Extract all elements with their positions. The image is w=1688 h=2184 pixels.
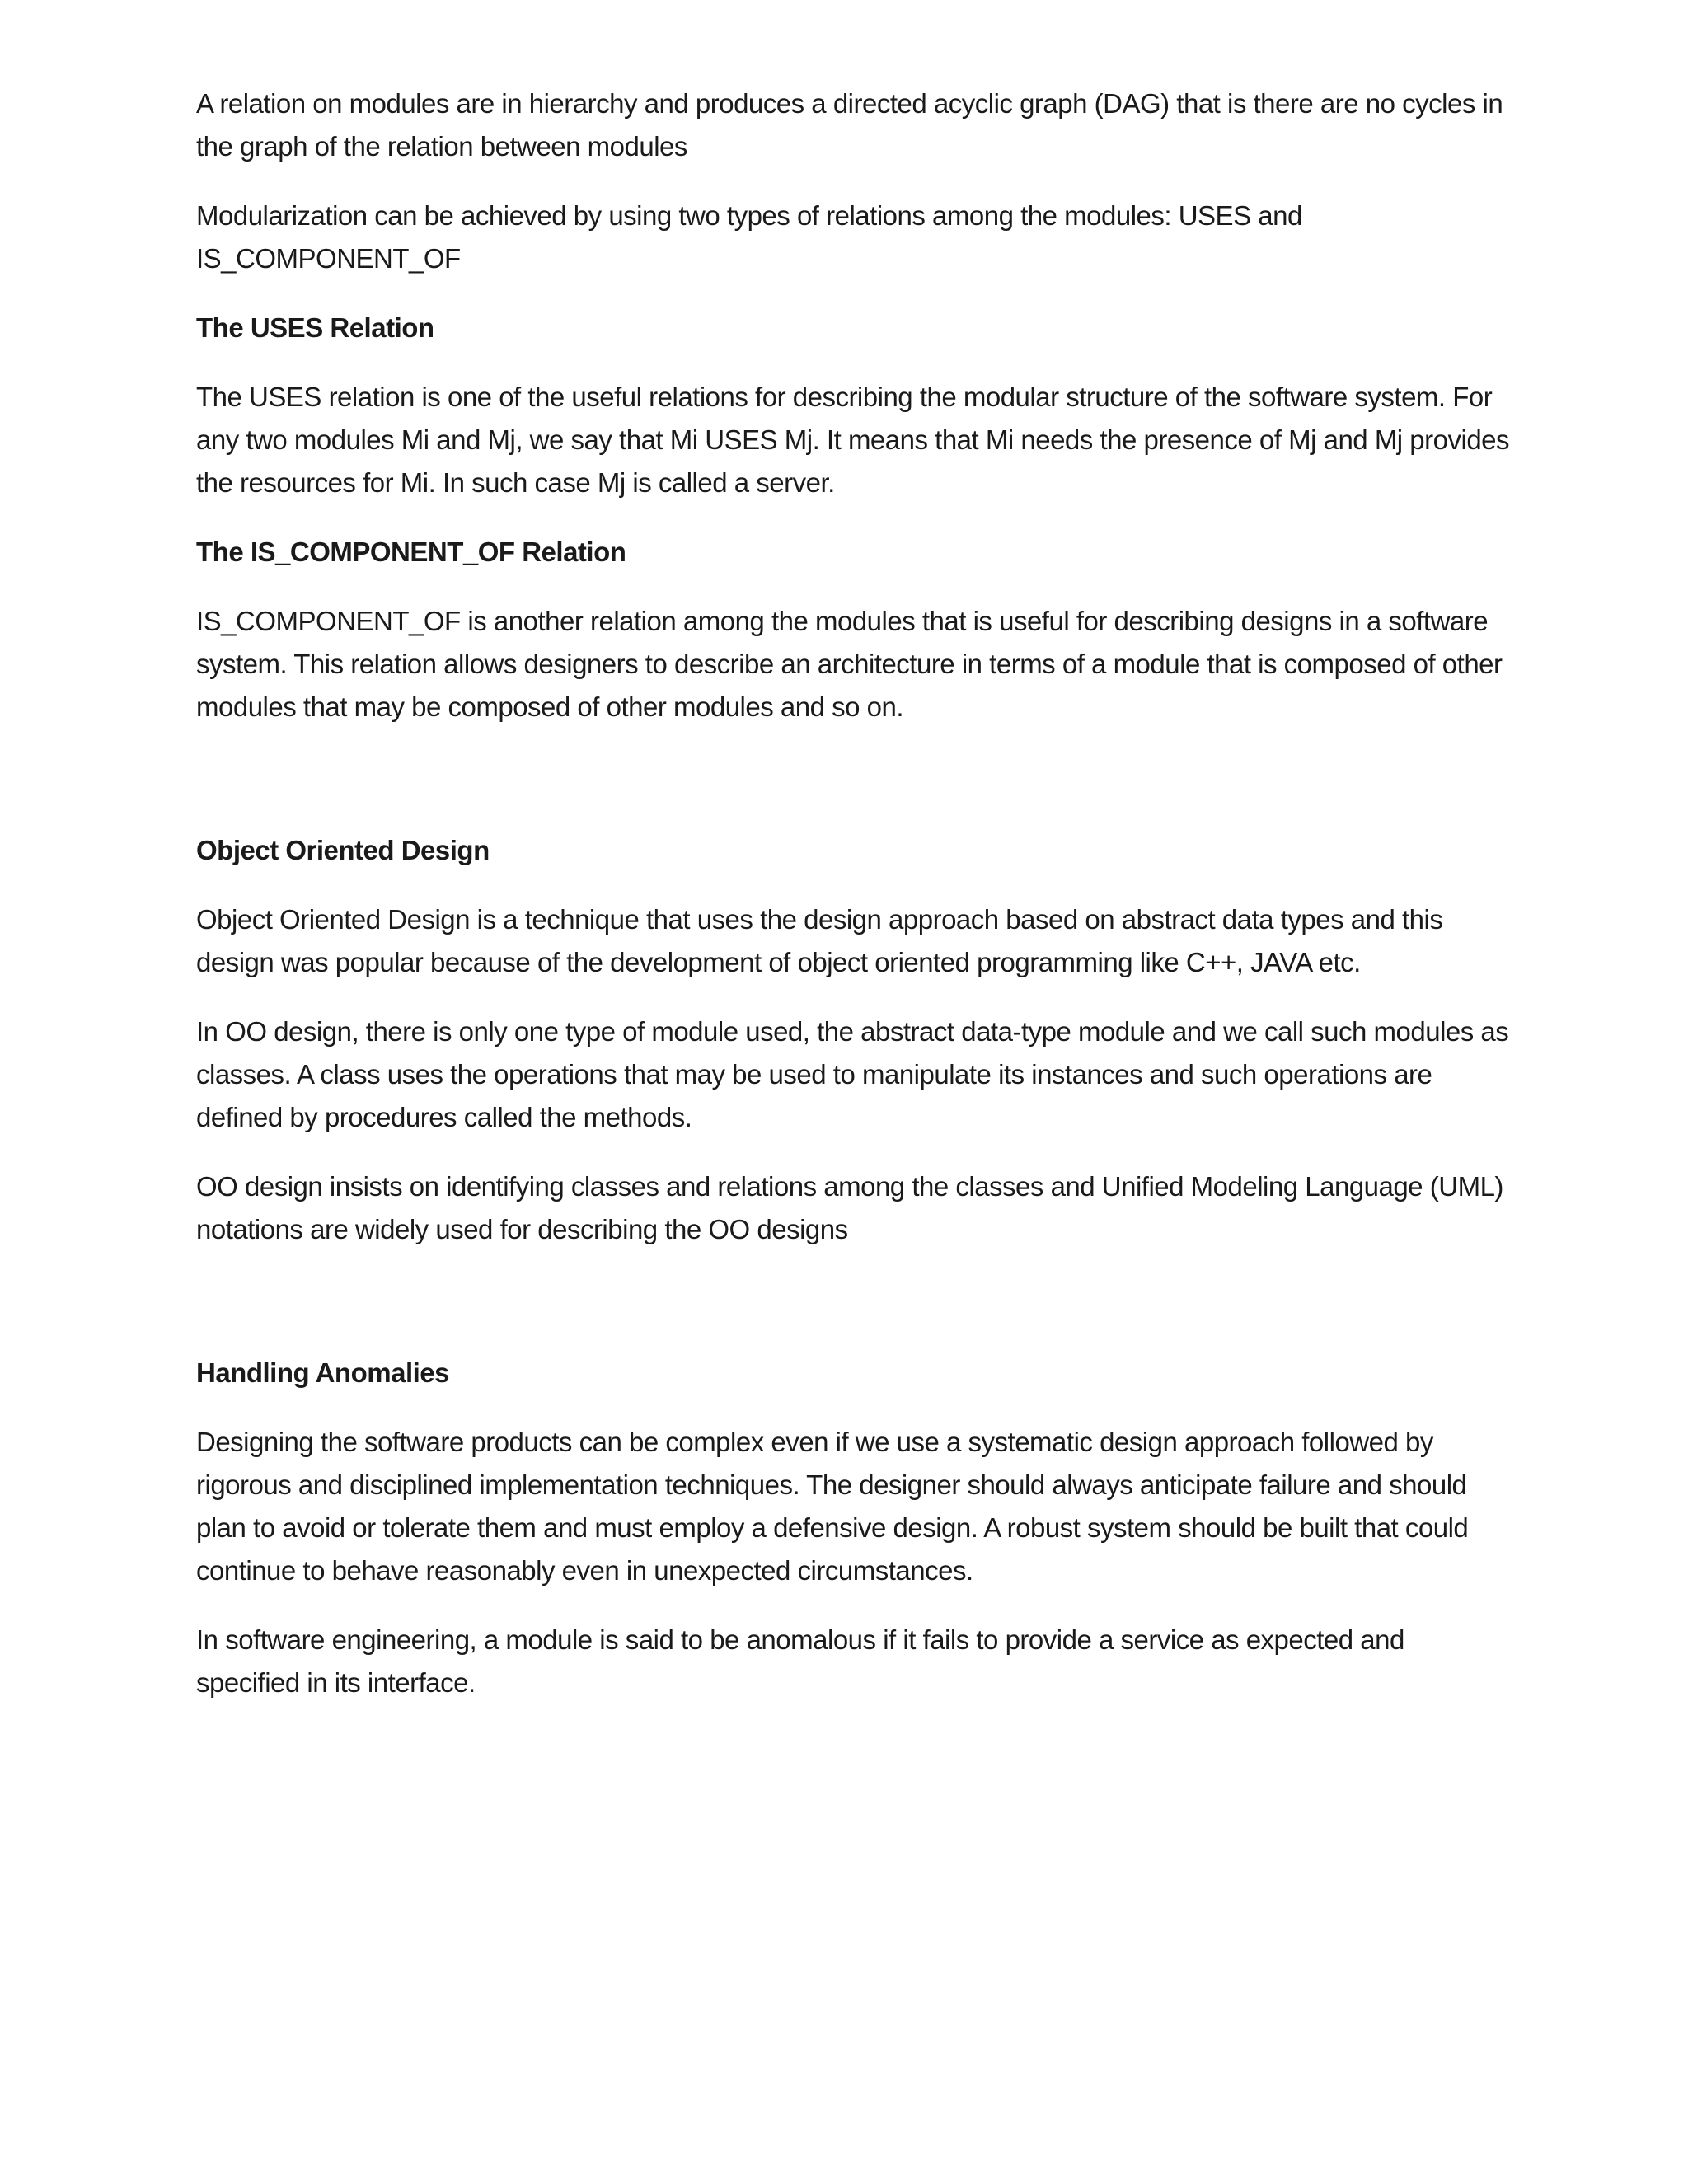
- paragraph-uses-relation: The USES relation is one of the useful relations for describing the modular structure of the software system. For any two modules Mi and Mj, we say that Mi USES Mj. It means that Mi needs the presence of Mj and Mj provides the resources for Mi. In such case Mj is called a server.: [196, 382, 1510, 498]
- document-page: [196, 82, 1515, 1731]
- heading-handling-anomalies: Handling Anomalies: [196, 1357, 449, 1388]
- section-spacer: [196, 755, 1515, 829]
- paragraph-ood-classes: In OO design, there is only one type of module used, the abstract data-type module and we call such modules as classes. A class uses the operations that may be used to manipulate its instances and such operations are defined by procedures called the methods.: [196, 1016, 1509, 1132]
- paragraph-is-component-of: IS_COMPONENT_OF is another relation among the modules that is useful for describing designs in a software system. This relation allows designers to describe an architecture in terms of a module that is composed of other modules that may be composed of other modules and so on.: [196, 606, 1503, 722]
- paragraph-modularization: Modularization can be achieved by using two types of relations among the modules: USES and IS_COMPONENT_OF: [196, 200, 1302, 274]
- paragraph-ood-uml: OO design insists on identifying classes and relations among the classes and Unified Modeling Language (UML) notations are widely used for describing the OO designs: [196, 1171, 1503, 1244]
- heading-uses-relation: The USES Relation: [196, 312, 434, 343]
- heading-is-component-of: The IS_COMPONENT_OF Relation: [196, 537, 626, 567]
- section-spacer: [196, 1277, 1515, 1352]
- paragraph-dag: A relation on modules are in hierarchy and produces a directed acyclic graph (DAG) that is there are no cycles in the graph of the relation between modules: [196, 88, 1503, 162]
- heading-object-oriented-design: Object Oriented Design: [196, 835, 490, 865]
- paragraph-ood-technique: Object Oriented Design is a technique that uses the design approach based on abstract data types and this design was popular because of the development of object oriented programming like C++, JAVA etc.: [196, 904, 1443, 977]
- paragraph-anomalies-definition: In software engineering, a module is said to be anomalous if it fails to provide a service as expected and specified in its interface.: [196, 1624, 1404, 1698]
- paragraph-anomalies-design: Designing the software products can be complex even if we use a systematic design approach followed by rigorous and disciplined implementation techniques. The designer should always anticipate failure and should plan to avoid or tolerate them and must employ a defensive design. A robust system should be built that could continue to behave reasonably even in unexpected circumstances.: [196, 1427, 1469, 1586]
